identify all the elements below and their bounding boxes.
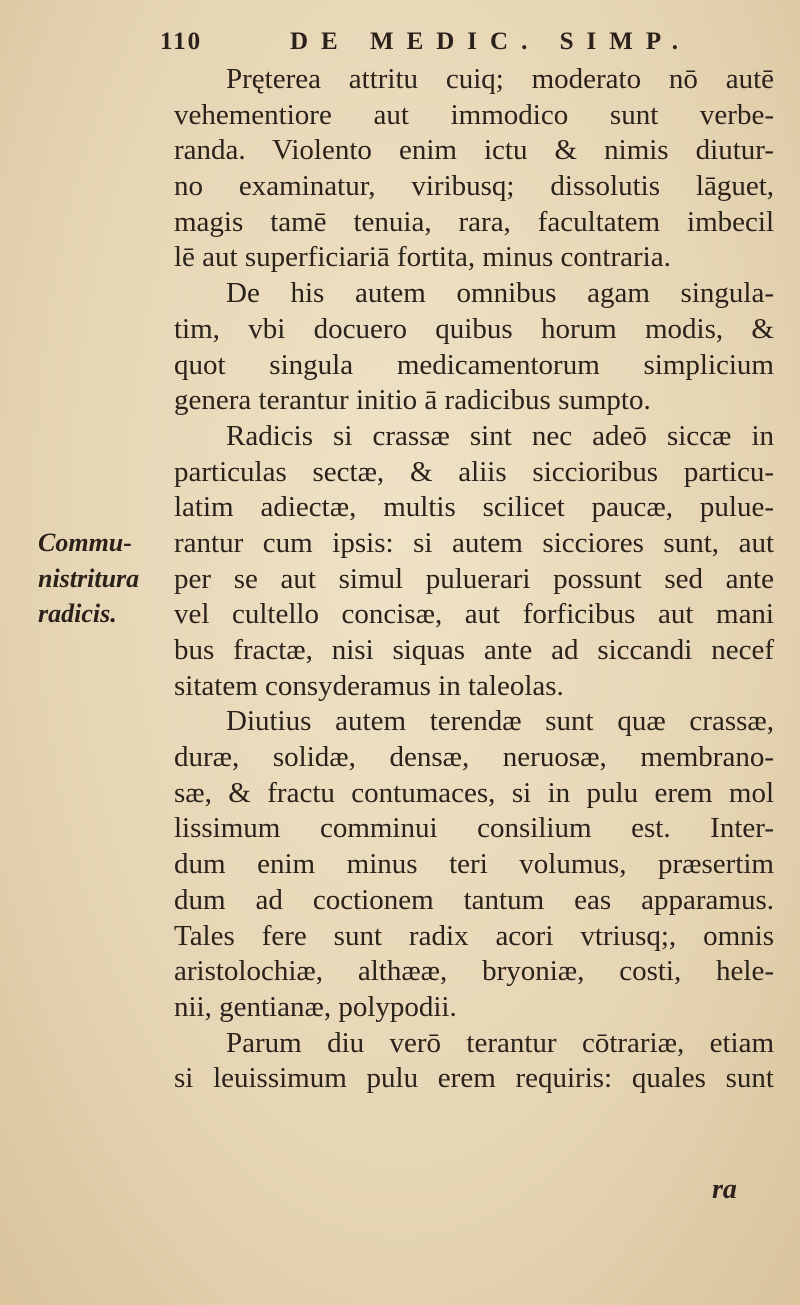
page-number: 110: [160, 28, 203, 55]
running-title: DE MEDIC. SIMP.: [290, 28, 692, 55]
text-line: sitatem consyderamus in taleolas.: [174, 669, 564, 702]
text-line: vehementiore aut immodico sunt verbe-: [174, 98, 774, 131]
text-line: sæ, & fractu contumaces, si in pulu erem mol: [174, 776, 774, 809]
paragraph: [174, 276, 774, 419]
paragraph: [174, 419, 774, 705]
text-line: per se aut simul puluerari possunt sed ante: [174, 562, 774, 595]
margin-note: [38, 525, 178, 632]
text-line: particulas sectæ, & aliis siccioribus particu-: [174, 455, 774, 488]
text-line: Diutius autem terendæ sunt quæ crassæ,: [226, 705, 774, 738]
text-line: Tales fere sunt radix acori vtriusq;, omnis: [174, 919, 774, 952]
text-line: lissimum comminui consilium est. Inter-: [174, 812, 774, 845]
text-line: rantur cum ipsis: si autem sicciores sunt, aut: [174, 526, 774, 559]
body-text: [174, 62, 774, 1097]
text-line: quot singula medicamentorum simplicium: [174, 348, 774, 381]
text-line: aristolochiæ, althææ, bryoniæ, costi, hele-: [174, 955, 774, 988]
text-line: si leuissimum pulu erem requiris: quales sunt: [174, 1062, 774, 1095]
text-line: genera terantur initio ā radicibus sumpto.: [174, 384, 651, 417]
text-line: latim adiectæ, multis scilicet paucæ, pulue-: [174, 491, 774, 524]
paragraph: [174, 62, 774, 276]
text-line: nii, gentianæ, polypodii.: [174, 990, 457, 1023]
page-header: [160, 22, 720, 62]
text-line: dum enim minus teri volumus, præsertim: [174, 848, 774, 881]
text-line: randa. Violento enim ictu & nimis diutur-: [174, 134, 774, 167]
text-line: De his autem omnibus agam singula-: [226, 277, 774, 310]
margin-note-line: nistritura: [38, 563, 140, 593]
text-line: duræ, solidæ, densæ, neruosæ, membrano-: [174, 741, 774, 774]
text-line: magis tamē tenuia, rara, facultatem imbecil: [174, 205, 774, 238]
text-line: lē aut superficiariā fortita, minus contraria.: [174, 241, 671, 274]
text-line: Pręterea attritu cuiq; moderato nō autē: [226, 63, 774, 95]
text-line: tim, vbi docuero quibus horum modis, &: [174, 312, 774, 345]
margin-note-line: Commu-: [38, 528, 132, 557]
paragraph: [174, 1026, 774, 1097]
text-line: dum ad coctionem tantum eas apparamus.: [174, 883, 774, 916]
text-line: Parum diu verō terantur cōtrariæ, etiam: [226, 1026, 774, 1059]
text-line: vel cultello concisæ, aut forficibus aut mani: [174, 598, 774, 631]
text-line: no examinatur, viribusq; dissolutis lāguet,: [174, 170, 774, 203]
text-line: bus fractæ, nisi siquas ante ad siccandi necef: [174, 634, 774, 666]
catchword: ra: [712, 1174, 737, 1205]
paragraph: [174, 704, 774, 1025]
margin-note-line: radicis.: [38, 599, 117, 629]
text-line: Radicis si crassæ sint nec adeō siccæ in: [226, 419, 774, 452]
